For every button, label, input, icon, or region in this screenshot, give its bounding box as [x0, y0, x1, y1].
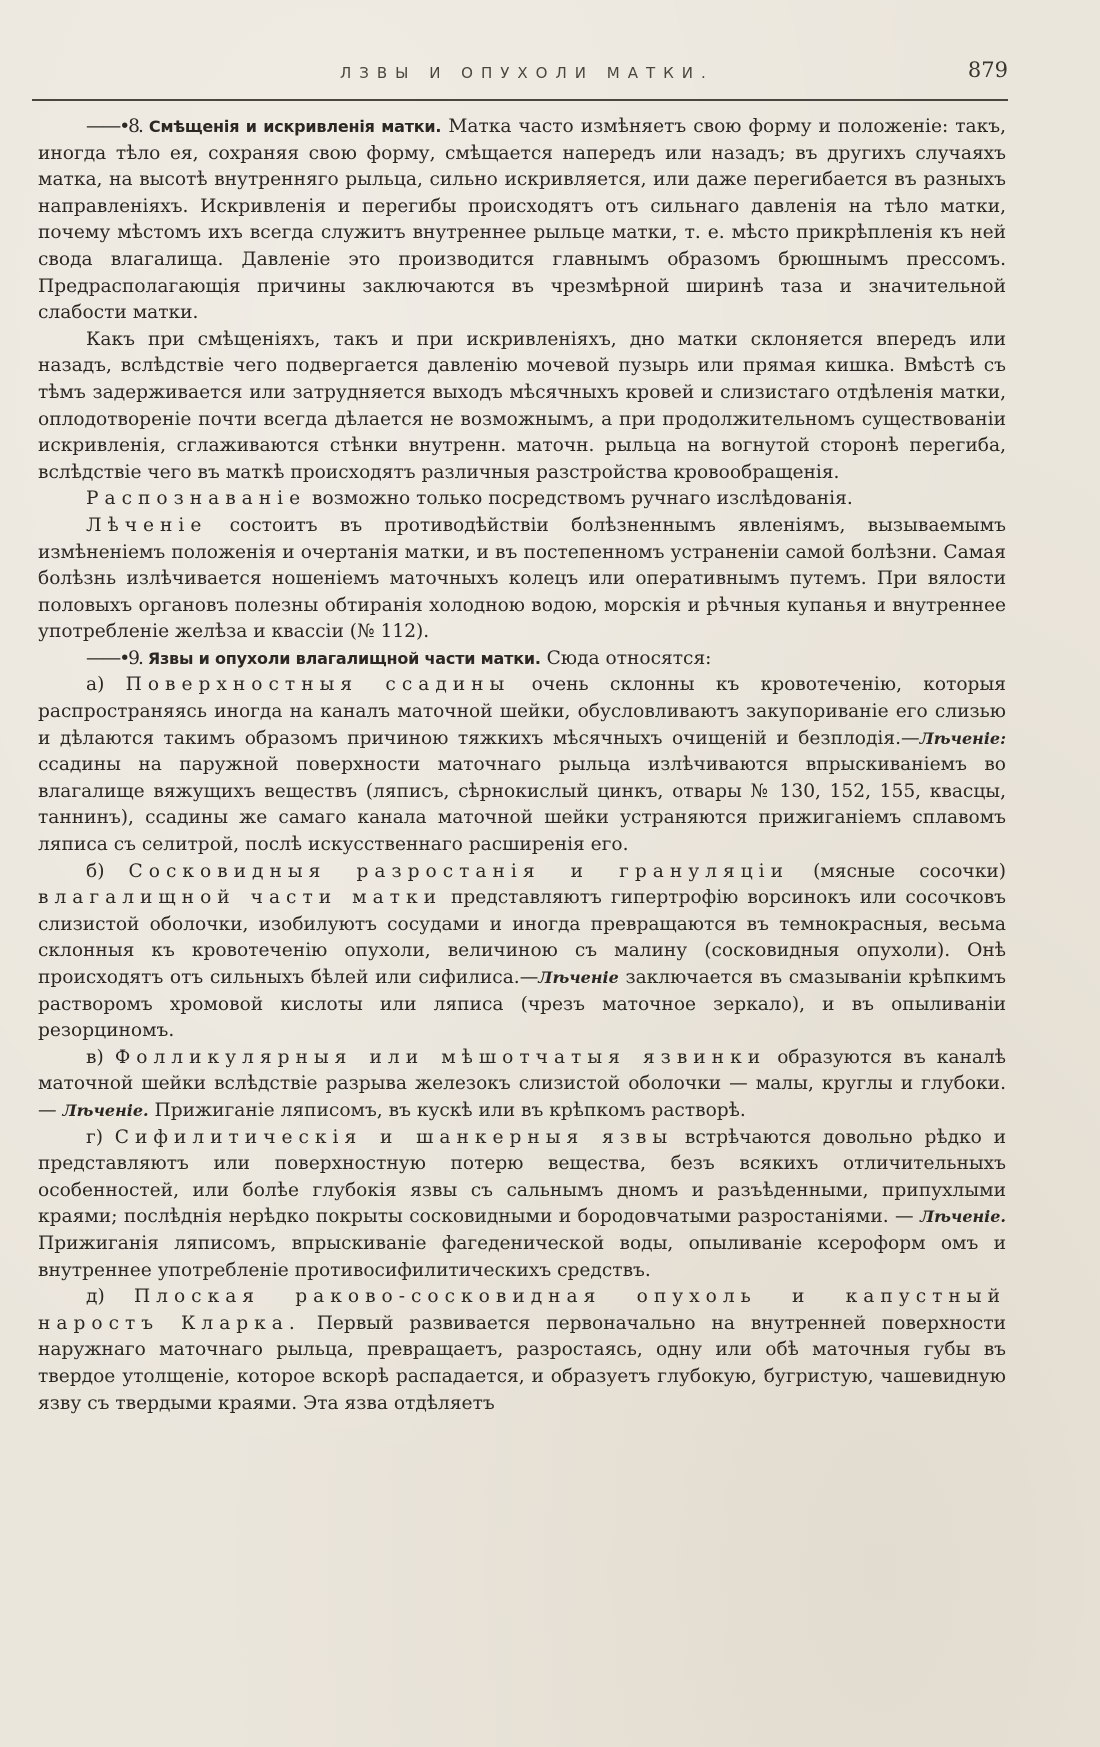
- item-b-treatment: Лѣченіе: [538, 968, 619, 987]
- section-8-paragraph-1: [38, 114, 1006, 327]
- section-8-paragraph-4: [38, 513, 1006, 646]
- section-8-paragraph-3: [38, 486, 1006, 513]
- item-c-text: образуются въ каналѣ маточной шейки вслѣдствіе разрыва железокъ слизистой оболочки — малы, круглы и глубоки. —: [38, 1046, 1006, 1121]
- diagnosis-lead: Распознаваніе: [86, 488, 307, 510]
- section-9-intro: Сюда относятся:: [546, 647, 712, 669]
- section-9-item-a: [38, 672, 1006, 858]
- section-9-paragraph-heading: [38, 646, 1006, 673]
- section-8-heading: Смѣщенія и искривленія матки.: [148, 117, 442, 136]
- item-e-lead: Плоская раково-сосковидная опухоль и капустный наростъ Кларка.: [38, 1286, 1006, 1334]
- item-d-label: г): [86, 1126, 103, 1148]
- item-d-text: встрѣчаются довольно рѣдко и представляютъ или поверхностную потерю вещества, безъ всякихъ отличительныхъ особенностей, или болѣе глубокія язвы съ сальнымъ дномъ и разъѣденными, припухлыми краями; послѣднія нерѣдко покрыты сосковидными и бородовчатыми разростаніями. —: [38, 1126, 1006, 1228]
- page-number: 879: [967, 58, 1008, 82]
- running-head: [0, 58, 1100, 92]
- item-b-text: (мясные сосочки): [789, 860, 1006, 882]
- item-b-label: б): [86, 860, 105, 882]
- section-9-item-b: [38, 859, 1006, 1045]
- item-c-label: в): [86, 1046, 104, 1068]
- item-b-text-2: представляютъ гипертрофію ворсинокъ или сосочковъ слизистой оболочки, изобилуютъ сосудами и иногда превращаются въ темнокрасныя, весьма склонныя къ кровотеченію опухоли, величиною съ малину (сосковидныя опухоли). Онѣ происходятъ отъ сильныхъ бѣлей или сифилиса.—: [38, 887, 1006, 988]
- running-head-title: ЛЗВЫ И ОПУХОЛИ МАТКИ.: [340, 64, 714, 82]
- diagnosis-text: возможно только посредствомъ ручнаго изслѣдованія.: [306, 488, 853, 510]
- item-c-text-2: Прижиганіе ляписомъ, въ кускѣ или въ крѣпкомъ растворѣ.: [148, 1099, 746, 1121]
- section-9-item-d: [38, 1125, 1006, 1285]
- item-a-treatment: Лѣченіе:: [919, 728, 1006, 748]
- item-d-treatment: Лѣченіе.: [919, 1207, 1006, 1227]
- item-d-lead: Сифилитическія и шанкерныя язвы: [114, 1126, 674, 1148]
- item-a-lead: Поверхностныя ссадины: [125, 674, 511, 696]
- section-8-marker: ——•8.: [86, 116, 142, 137]
- item-b-lead-2: влагалищной части матки: [38, 887, 442, 909]
- section-9-heading: Язвы и опухоли влагалищной части матки.: [147, 648, 541, 668]
- item-e-label: д): [86, 1286, 105, 1308]
- section-8-text-1: Матка часто измѣняетъ свою форму и положеніе: такъ, иногда тѣло ея, сохраняя свою форму, смѣщается напередъ или назадъ; въ другихъ случаяхъ матка, на высотѣ внутренняго рыльца, сильно искривляется, или даже перегибается въ разныхъ направленіяхъ. Искривленія и перегибы происходятъ отъ сильнаго давленія на тѣло матки, почему мѣстомъ ихъ всегда служитъ внутреннее рыльце матки, т. е. мѣсто прикрѣпленія къ ней свода влагалища. Давленіе это производится главнымъ образомъ брюшнымъ прессомъ. Предрасполагающія причины заключаются въ чрезмѣрной ширинѣ таза и значительной слабости матки.: [38, 116, 1006, 324]
- section-9-item-e: [38, 1284, 1006, 1417]
- section-8-paragraph-2: Какъ при смѣщеніяхъ, такъ и при искривленіяхъ, дно матки склоняется впередъ или назадъ, вслѣдствіе чего подвергается давленію мочевой пузырь или прямая кишка. Вмѣстѣ съ тѣмъ задерживается или затрудняется выходъ мѣсячныхъ кровей и слизистаго отдѣленія матки, оплодотвореніе почти всегда дѣлается не возможнымъ, а при продолжительномъ существованіи искривленія, сглаживаются стѣнки внутренн. маточн. рыльца на вогнутой сторонѣ перегиба, вслѣдствіе чего въ маткѣ происходятъ различныя разстройства кровообращенія.: [38, 328, 1006, 483]
- treatment-text: состоитъ въ противодѣйствіи болѣзненнымъ явленіямъ, вызываемымъ измѣненіемъ положенія и очертанія матки, и въ постепенномъ устраненіи самой болѣзни. Самая болѣзнь излѣчивается ношеніемъ маточныхъ колецъ или оперативнымъ путемъ. При вялости половыхъ органовъ полезны обтиранія холодною водою, морскія и рѣчныя купанья и внутреннее употребленіе желѣза и квассіи (№ 112).: [38, 514, 1006, 643]
- section-9-marker: ——•9.: [86, 647, 142, 669]
- item-a-label: а): [86, 674, 105, 696]
- item-a-text: очень склонны къ кровотеченію, которыя распространяясь иногда на каналъ маточной шейки, обусловливаютъ закупориваніе его слизью и дѣлаются такимъ образомъ причиною тяжкихъ мѣсячныхъ очищеній и безплодія.—: [38, 674, 1006, 749]
- item-b-text-3: заключается въ смазываніи крѣпкимъ растворомъ хромовой кислоты или ляписа (чрезъ маточное зеркало), и въ опыливаніи резорциномъ.: [38, 967, 1006, 1042]
- item-d-text-2: Прижиганія ляписомъ, впрыскиваніе фагеденической воды, опыливаніе ксероформ омъ и внутреннее употребленіе противосифилитическихъ средствъ.: [38, 1232, 1006, 1281]
- body-text: [38, 114, 1006, 1417]
- section-9-item-c: [38, 1045, 1006, 1125]
- item-c-lead: Фолликулярныя или мѣшотчатыя язвинки: [114, 1046, 767, 1068]
- item-e-text: Первый развивается первоначально на внутренней поверхности наружнаго маточнаго рыльца, превращаетъ, разростаясь, одну или обѣ маточныя губы въ твердое утолщеніе, которое вскорѣ распадается, и образуетъ глубокую, бугристую, чашевидную язву съ твердыми краями. Эта язва отдѣляетъ: [38, 1312, 1007, 1414]
- item-b-lead: Сосковидныя разростанія и грануляціи: [128, 860, 790, 882]
- header-rule: [32, 99, 1008, 101]
- item-c-treatment: Лѣченіе.: [62, 1100, 149, 1120]
- treatment-lead: Лѣченіе: [86, 514, 208, 536]
- item-a-text-2: ссадины на паружной поверхности маточнаго рыльца излѣчиваются впрыскиваніемъ во влагалище вяжущихъ веществъ (ляписъ, сѣрнокислый цинкъ, отвары № 130, 152, 155, квасцы, таннинъ), ссадины же самаго канала маточной шейки устраняются прижиганіемъ сплавомъ ляписа съ селитрой, послѣ искусственнаго расширенія его.: [38, 754, 1006, 856]
